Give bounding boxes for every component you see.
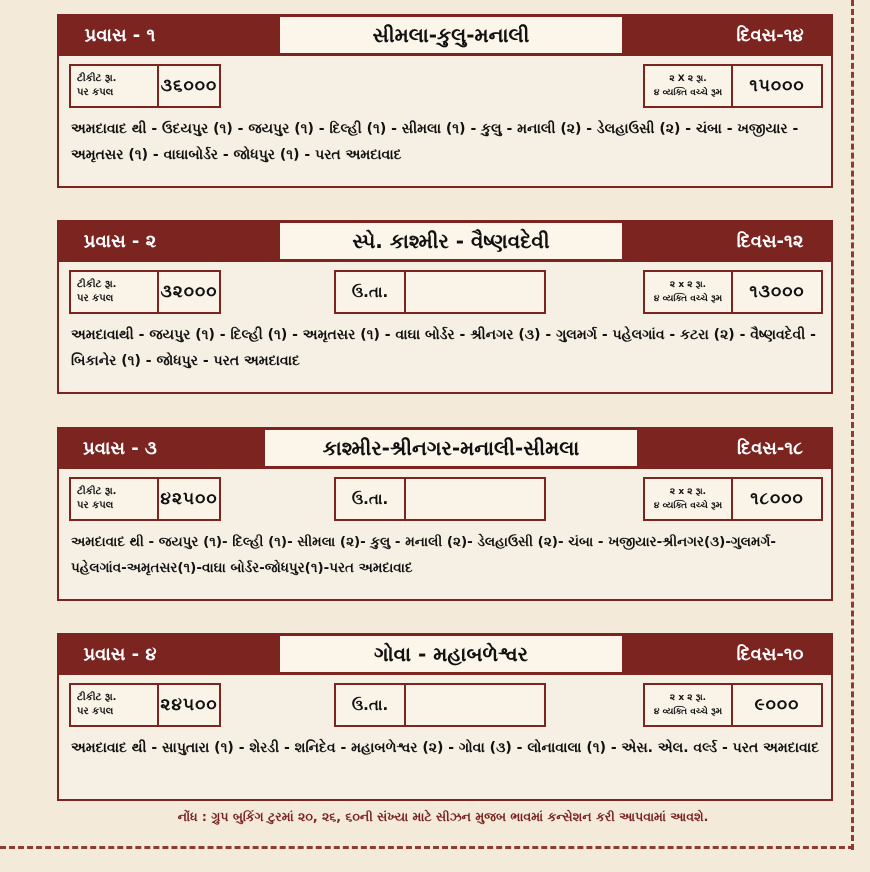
room-price-box [643, 683, 823, 727]
room-price: ૧૩૦૦૦ [749, 282, 805, 302]
price-row [59, 262, 831, 316]
departure-date-box [334, 683, 546, 727]
room-label [645, 479, 733, 519]
ticket-price-box [69, 64, 221, 108]
tour-card-3 [57, 427, 833, 601]
room-label-line1: ૨ x ૨ રૂા. [669, 487, 707, 497]
tour-days: દિવસ-૧૮ [736, 438, 804, 459]
tour-route: અમદાવાદ થી - સાપુતારા (૧) - શેરડી - શનિદેવ - મહાબળેશ્વર (૨) - ગોવા (૩) - લોનાવાલા (૧) - એસ. એલ. વર્લ્ડ - પરત અમદાવાદ [71, 740, 820, 756]
ticket-label-line1: ટીકીટ રૂા. [77, 73, 117, 84]
departure-date-label: ઉ.તા. [336, 479, 406, 519]
ticket-price-box [69, 270, 221, 314]
ticket-label [71, 66, 159, 106]
ticket-price: ૩૨૦૦૦ [160, 282, 218, 302]
room-price: ૯૦૦૦ [754, 695, 800, 715]
room-price-box [643, 64, 823, 108]
tour-number: પ્રવાસ - ૨ [83, 231, 157, 252]
footer-note: નોંધ : ગ્રુપ બુકિંગ ટુરમાં ૨૦, ૨૬, ૬૦ની સંખ્યા માટે સીઝન મુજબ ભાવમાં કન્સેશન કરી આપવામાં આવશે. [177, 809, 709, 824]
ticket-label-line2: પર કપલ [77, 87, 114, 98]
ticket-label [71, 479, 159, 519]
departure-date-label: ઉ.તા. [336, 685, 406, 725]
departure-date-label: ઉ.તા. [336, 272, 406, 312]
right-dashed-border [851, 0, 854, 850]
tour-header [59, 222, 831, 262]
room-label [645, 272, 733, 312]
room-price: ૧૮૦૦૦ [750, 489, 804, 509]
room-label-line2: ૪ વ્યક્તિ વચ્ચે રૂમ [653, 501, 723, 511]
ticket-price: ૩૬૦૦૦ [160, 76, 218, 96]
departure-date-box [334, 477, 546, 521]
departure-date-box [334, 270, 546, 314]
tour-title: ગોવા - મહાબળેશ્વર [279, 635, 623, 673]
room-price-box [643, 270, 823, 314]
tour-title: કાશ્મીર-શ્રીનગર-મનાલી-સીમલા [264, 429, 638, 467]
tour-title: સ્પે. કાશ્મીર - વૈષ્ણવદેવી [279, 222, 623, 260]
room-label-line2: ૪ વ્યક્તિ વચ્ચે રૂમ [653, 707, 723, 717]
ticket-label-line1: ટીકીટ રૂા. [77, 692, 117, 703]
tour-number: પ્રવાસ - ૧ [84, 25, 156, 46]
room-label-line2: ૪ વ્યક્તિ વચ્ચે રૂમ [653, 88, 723, 98]
ticket-label-line2: પર કપલ [77, 293, 114, 304]
room-label-line1: ૨ x ૨ રૂા. [669, 280, 707, 290]
ticket-price-box [69, 683, 221, 727]
room-label [645, 685, 733, 725]
ticket-label [71, 272, 159, 312]
tour-route: અમદાવાથી - જયપુર (૧) - દિલ્હી (૧) - અમૃતસર (૧) - વાઘા બોર્ડર - શ્રીનગર (૩) - ગુલમર્ગ - પહેલગાંવ - કટરા (૨) - વૈષ્ણવદેવી - બિકાનેર (૧) - જોધપુર - પરત અમદાવાદ [71, 327, 816, 369]
tour-route: અમદાવાદ થી - ઉદયપુર (૧) - જયપુર (૧) - દિલ્હી (૧) - સીમલા (૧) - કુલુ - મનાલી (૨) - ડેલહાઉસી (૨) - ચંબા - ખજીયાર - અમૃતસર (૧) - વાઘાબોર્ડર - જોધપુર (૧) - પરત અમદાવાદ [71, 121, 799, 163]
ticket-label-line1: ટીકીટ રૂા. [77, 279, 117, 290]
room-price: ૧૫૦૦૦ [749, 76, 805, 96]
ticket-price: ૨૪૫૦૦ [160, 695, 218, 715]
room-price-box [643, 477, 823, 521]
room-label-line2: ૪ વ્યક્તિ વચ્ચે રૂમ [653, 294, 723, 304]
tour-number: પ્રવાસ - ૩ [83, 438, 157, 459]
ticket-label-line1: ટીકીટ રૂા. [77, 486, 117, 497]
ticket-label [71, 685, 159, 725]
tour-card-4 [57, 633, 833, 801]
tour-card-2 [57, 220, 833, 394]
tour-header [59, 429, 831, 469]
price-row [59, 675, 831, 729]
price-row [59, 469, 831, 523]
ticket-price-box [69, 477, 221, 521]
tour-number: પ્રવાસ - ૪ [83, 644, 157, 665]
room-label-line1: ૨ X ૨ રૂા. [669, 74, 707, 84]
tour-route: અમદાવાદ થી - જયપુર (૧)- દિલ્હી (૧)- સીમલા (૨)- કુલુ - મનાલી (૨)- ડેલહાઉસી (૨)- ચંબા - ખજીયાર-શ્રીનગર(૩)-ગુલમર્ગ-પહેલગાંવ-અમૃતસર(૧)-વાઘા બોર્ડર-જોધપુર(૧)-પરત અમદાવાદ [71, 534, 776, 576]
tour-title: સીમલા-કુલુ-મનાલી [279, 16, 623, 54]
room-label [645, 66, 733, 106]
tour-header [59, 635, 831, 675]
tour-days: દિવસ-૧૨ [736, 231, 804, 252]
ticket-price: ૪૨૫૦૦ [160, 489, 218, 509]
tour-days: દિવસ-૧૦ [736, 644, 804, 665]
ticket-label-line2: પર કપલ [77, 500, 114, 511]
room-label-line1: ૨ x ૨ રૂા. [669, 693, 707, 703]
price-row [59, 56, 831, 110]
tour-header [59, 16, 831, 56]
tour-days: દિવસ-૧૪ [736, 25, 804, 46]
tour-card-1 [57, 14, 833, 188]
ticket-label-line2: પર કપલ [77, 706, 114, 717]
bottom-dashed-border [0, 846, 854, 849]
